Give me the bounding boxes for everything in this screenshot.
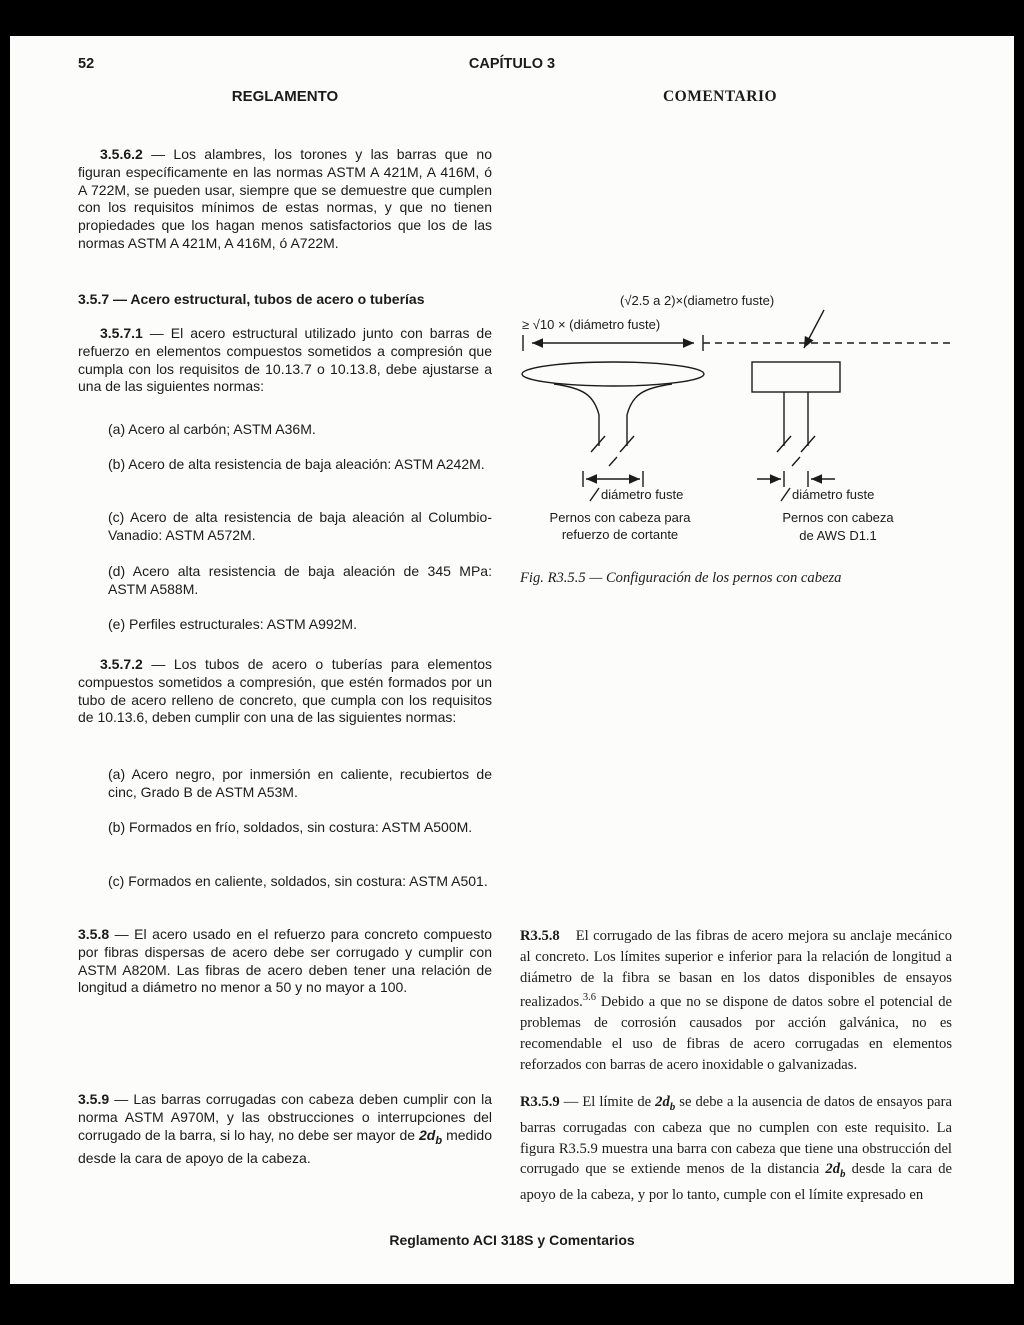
item-3-5-7-2-c: (c) Formados en caliente, soldados, sin costura: ASTM A501. (108, 873, 488, 889)
section-3-5-8 (78, 926, 492, 997)
fig-caption-right-line1: Pernos con cabeza (782, 510, 894, 525)
section-number: R3.5.9 (520, 1094, 560, 1110)
section-text: — Las barras corrugadas con cabeza deben cumplir con la norma ASTM A970M, y las obstrucciones o interrupciones del corrugado de la barra, si lo hay, no debe ser mayor de (78, 1091, 492, 1143)
fig-dim-label-right: diámetro fuste (792, 487, 875, 502)
section-3-5-7-2 (78, 656, 492, 727)
section-number: R3.5.8 (520, 928, 560, 944)
section-3-5-6-2 (78, 146, 492, 253)
fig-label-right: (√2.5 a 2)×(diametro fuste) (620, 293, 775, 308)
section-text: — El acero estructural utilizado junto con barras de refuerzo en elementos compuestos sometidos a compresión que cumpla con los requisitos de 10.13.7 o 10.13.8, debe ajustarse a una de las siguientes normas: (78, 325, 492, 395)
variable-2db: $2d_b$ (655, 1094, 676, 1113)
comentario-column-header: COMENTARIO (662, 88, 778, 105)
section-number: 3.5.7.2 (100, 656, 143, 672)
page-number: 52 (78, 56, 95, 72)
item-3-5-7-1-c: (c) Acero de alta resistencia de baja aleación al Columbio-Vanadio: ASTM A572M. (108, 509, 492, 543)
section-text: medido desde la cara de apoyo de la cabeza. (78, 1126, 492, 1167)
section-r3-5-8 (520, 926, 952, 1075)
item-3-5-7-1-a: (a) Acero al carbón; ASTM A36M. (108, 421, 316, 437)
section-number: 3.5.8 (78, 926, 110, 942)
section-text: se debe a la ausencia de datos de ensayos para barras corrugadas con cabeza que no cumplen con este requisito. La figura R3.5.9 muestra una barra con cabeza que tiene una obstrucción del corrugado que se extiende menos de la distancia (520, 1094, 952, 1178)
variable-2db: $2d_b$ (825, 1161, 846, 1181)
section-text: — El acero usado en el refuerzo para concreto compuesto por fibras dispersas de acero debe ser corrugado y cumplir con ASTM A820M. Las fibras de acero deben tener una relación de longitud a diámetro no menor a 50 y no mayor a 100. (78, 926, 492, 996)
section-text: Debido a que no se dispone de datos sobre el potencial de problemas de corrosión causados por acción galvánica, no es recomendable el uso de fibras de acero corrugadas en elementos reforzados con barras de acero inoxidable o galvanizadas. (520, 994, 952, 1073)
item-3-5-7-2-a: (a) Acero negro, por inmersión en caliente, recubiertos de cinc, Grado B de ASTM A53M. (108, 766, 492, 800)
section-3-5-7-heading: 3.5.7 — Acero estructural, tubos de acero o tuberías (78, 291, 425, 307)
section-text: — El límite de (559, 1094, 656, 1110)
variable-2db: $2d_b$ (419, 1126, 443, 1147)
diagram-linework (522, 310, 950, 501)
reglamento-column-header: REGLAMENTO (231, 88, 339, 105)
section-r3-5-9 (520, 1092, 952, 1206)
section-text: desde la cara de apoyo de la cabeza, y por lo tanto, cumple con el límite expresado en (520, 1161, 952, 1203)
section-number: 3.5.6.2 (100, 146, 143, 162)
section-number: 3.5.7.1 (100, 325, 143, 341)
diagram-labels (522, 293, 894, 543)
reference-superscript: 3.6 (582, 992, 596, 1004)
item-3-5-7-1-e: (e) Perfiles estructurales: ASTM A992M. (108, 616, 357, 632)
fig-dim-label-left: diámetro fuste (601, 487, 684, 502)
item-3-5-7-1-b: (b) Acero de alta resistencia de baja aleación: ASTM A242M. (108, 456, 485, 472)
fig-label-left: ≥ √10 × (diámetro fuste) (522, 317, 661, 332)
item-3-5-7-1-d: (d) Acero alta resistencia de baja aleación de 345 MPa: ASTM A588M. (108, 563, 492, 597)
page-footer: Reglamento ACI 318S y Comentarios (389, 1232, 635, 1248)
section-3-5-7-1 (78, 325, 492, 396)
section-number: 3.5.9 (78, 1091, 110, 1107)
fig-caption-left-line2: refuerzo de cortante (561, 527, 679, 542)
figure-caption: Fig. R3.5.5 — Configuración de los pernos con cabeza (520, 570, 842, 586)
section-text: — Los alambres, los torones y las barras que no figuran específicamente en las normas ASTM A 421M, A 416M, ó A 722M, se pueden usar, siempre que se demuestre que cumplen con los requisitos mínimos de estas normas, y que no tienen propiedades que los hagan menos satisfactorios que los de las normas ASTM A 421M, A 416M, ó A722M. (78, 146, 492, 251)
section-text: El corrugado de las fibras de acero mejora su anclaje mecánico al concreto. Los límites superior e inferior para la relación de longitud a diámetro de la fibra se basan en los datos disponibles de ensayos realizados. (520, 928, 952, 1011)
document-page (10, 36, 1014, 1284)
section-3-5-9 (78, 1091, 492, 1168)
fig-r355-headed-studs-diagram (520, 288, 956, 564)
item-3-5-7-2-b: (b) Formados en frío, soldados, sin costura: ASTM A500M. (108, 819, 473, 835)
chapter-heading: CAPÍTULO 3 (468, 56, 556, 72)
fig-caption-left-line1: Pernos con cabeza para (549, 510, 691, 525)
section-text: — Los tubos de acero o tuberías para elementos compuestos sometidos a compresión, que estén formados por un tubo de acero relleno de concreto, que cumpla con los requisitos de 10.13.6, deben cumplir con una de las siguientes normas: (78, 656, 492, 726)
fig-caption-right-line2: de AWS D1.1 (799, 528, 877, 543)
